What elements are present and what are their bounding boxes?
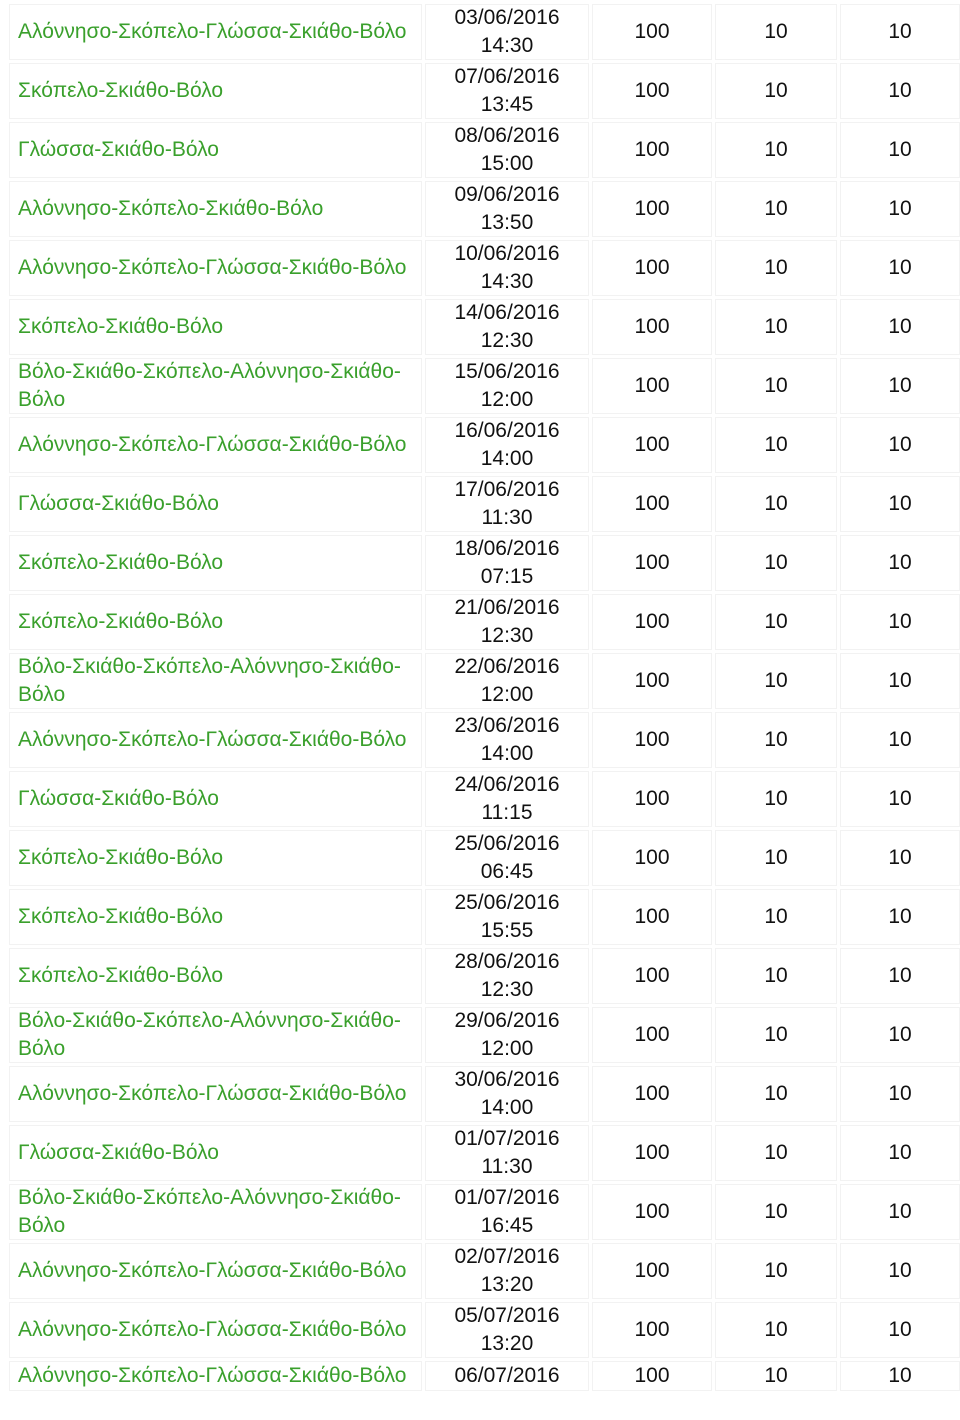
date-text: 16/06/2016 [454, 419, 560, 442]
route-cell: Σκόπελο-Σκιάθο-Βόλο [9, 299, 422, 355]
table-row [9, 358, 960, 414]
table-row [9, 830, 960, 886]
time-text: 13:50 [480, 211, 534, 234]
value-cell-2: 10 [715, 122, 837, 178]
schedule-table [6, 1, 960, 1394]
value-cell-2: 10 [715, 535, 837, 591]
value-cell-1: 100 [592, 535, 712, 591]
value-cell-1: 100 [592, 4, 712, 60]
value-cell-3: 10 [840, 1243, 960, 1299]
value-cell-2: 10 [715, 1007, 837, 1063]
table-row [9, 122, 960, 178]
schedule-table-body [9, 4, 960, 1391]
value-cell-3: 10 [840, 1302, 960, 1358]
date-text: 21/06/2016 [454, 596, 560, 619]
table-row [9, 1184, 960, 1240]
table-row [9, 476, 960, 532]
datetime-cell [425, 122, 589, 178]
value-cell-1: 100 [592, 63, 712, 119]
value-cell-2: 10 [715, 4, 837, 60]
table-row [9, 1361, 960, 1391]
value-cell-3: 10 [840, 1066, 960, 1122]
value-cell-2: 10 [715, 771, 837, 827]
datetime-cell [425, 535, 589, 591]
value-cell-1: 100 [592, 1184, 712, 1240]
value-cell-3: 10 [840, 476, 960, 532]
time-text: 13:20 [480, 1273, 534, 1296]
value-cell-3: 10 [840, 653, 960, 709]
time-text: 15:00 [480, 152, 534, 175]
time-text: 12:00 [480, 683, 534, 706]
date-text: 23/06/2016 [454, 714, 560, 737]
time-text: 14:00 [480, 742, 534, 765]
date-text: 25/06/2016 [454, 832, 560, 855]
table-row [9, 1066, 960, 1122]
value-cell-1: 100 [592, 122, 712, 178]
value-cell-3: 10 [840, 240, 960, 296]
datetime-cell [425, 1125, 589, 1181]
value-cell-2: 10 [715, 417, 837, 473]
table-row [9, 181, 960, 237]
route-cell: Βόλο-Σκιάθο-Σκόπελο-Αλόννησο-Σκιάθο-Βόλο [9, 358, 422, 414]
value-cell-2: 10 [715, 240, 837, 296]
date-text: 24/06/2016 [454, 773, 560, 796]
value-cell-3: 10 [840, 1361, 960, 1391]
route-cell: Αλόννησο-Σκόπελο-Σκιάθο-Βόλο [9, 181, 422, 237]
value-cell-3: 10 [840, 1125, 960, 1181]
value-cell-1: 100 [592, 889, 712, 945]
datetime-cell [425, 358, 589, 414]
time-text: 12:00 [480, 388, 534, 411]
value-cell-2: 10 [715, 299, 837, 355]
value-cell-1: 100 [592, 948, 712, 1004]
date-text: 08/06/2016 [454, 124, 560, 147]
value-cell-1: 100 [592, 1125, 712, 1181]
table-row [9, 889, 960, 945]
table-row [9, 712, 960, 768]
table-row [9, 535, 960, 591]
date-text: 17/06/2016 [454, 478, 560, 501]
date-text: 28/06/2016 [454, 950, 560, 973]
value-cell-2: 10 [715, 653, 837, 709]
date-text: 30/06/2016 [454, 1068, 560, 1091]
value-cell-1: 100 [592, 1066, 712, 1122]
route-cell: Σκόπελο-Σκιάθο-Βόλο [9, 63, 422, 119]
time-text: 14:30 [480, 270, 534, 293]
datetime-cell [425, 948, 589, 1004]
value-cell-1: 100 [592, 1007, 712, 1063]
route-cell: Γλώσσα-Σκιάθο-Βόλο [9, 771, 422, 827]
route-cell: Αλόννησο-Σκόπελο-Γλώσσα-Σκιάθο-Βόλο [9, 1243, 422, 1299]
value-cell-2: 10 [715, 1302, 837, 1358]
value-cell-3: 10 [840, 535, 960, 591]
value-cell-2: 10 [715, 476, 837, 532]
route-cell: Σκόπελο-Σκιάθο-Βόλο [9, 889, 422, 945]
table-row [9, 948, 960, 1004]
value-cell-1: 100 [592, 358, 712, 414]
date-text: 18/06/2016 [454, 537, 560, 560]
date-text: 03/06/2016 [454, 6, 560, 29]
value-cell-2: 10 [715, 1361, 837, 1391]
route-cell: Βόλο-Σκιάθο-Σκόπελο-Αλόννησο-Σκιάθο-Βόλο [9, 1184, 422, 1240]
value-cell-2: 10 [715, 1066, 837, 1122]
table-row [9, 63, 960, 119]
date-text: 01/07/2016 [454, 1127, 560, 1150]
value-cell-1: 100 [592, 1361, 712, 1391]
value-cell-2: 10 [715, 948, 837, 1004]
value-cell-3: 10 [840, 948, 960, 1004]
time-text: 11:15 [481, 801, 533, 824]
datetime-cell [425, 181, 589, 237]
value-cell-3: 10 [840, 417, 960, 473]
table-row [9, 1125, 960, 1181]
date-text: 07/06/2016 [454, 65, 560, 88]
date-text: 02/07/2016 [454, 1245, 560, 1268]
datetime-cell [425, 1243, 589, 1299]
table-row [9, 417, 960, 473]
table-row [9, 1243, 960, 1299]
route-cell: Γλώσσα-Σκιάθο-Βόλο [9, 1125, 422, 1181]
value-cell-3: 10 [840, 63, 960, 119]
datetime-cell [425, 889, 589, 945]
value-cell-1: 100 [592, 653, 712, 709]
datetime-cell [425, 476, 589, 532]
time-text: 12:30 [480, 978, 534, 1001]
value-cell-3: 10 [840, 712, 960, 768]
value-cell-2: 10 [715, 712, 837, 768]
time-text: 12:30 [480, 329, 534, 352]
time-text: 12:00 [480, 1037, 534, 1060]
value-cell-1: 100 [592, 240, 712, 296]
value-cell-3: 10 [840, 594, 960, 650]
value-cell-3: 10 [840, 4, 960, 60]
time-text: 11:30 [481, 1155, 533, 1178]
datetime-cell [425, 1184, 589, 1240]
datetime-cell [425, 299, 589, 355]
route-cell: Αλόννησο-Σκόπελο-Γλώσσα-Σκιάθο-Βόλο [9, 4, 422, 60]
value-cell-3: 10 [840, 771, 960, 827]
value-cell-3: 10 [840, 1184, 960, 1240]
value-cell-2: 10 [715, 830, 837, 886]
route-cell: Σκόπελο-Σκιάθο-Βόλο [9, 535, 422, 591]
date-text: 15/06/2016 [454, 360, 560, 383]
value-cell-3: 10 [840, 1007, 960, 1063]
datetime-cell [425, 63, 589, 119]
value-cell-2: 10 [715, 181, 837, 237]
time-text: 14:00 [480, 1096, 534, 1119]
value-cell-3: 10 [840, 358, 960, 414]
table-row [9, 771, 960, 827]
datetime-cell [425, 830, 589, 886]
route-cell: Αλόννησο-Σκόπελο-Γλώσσα-Σκιάθο-Βόλο [9, 712, 422, 768]
date-text: 22/06/2016 [454, 655, 560, 678]
datetime-cell [425, 1302, 589, 1358]
date-text: 09/06/2016 [454, 183, 560, 206]
route-cell: Βόλο-Σκιάθο-Σκόπελο-Αλόννησο-Σκιάθο-Βόλο [9, 1007, 422, 1063]
time-text: 14:00 [480, 447, 534, 470]
route-cell: Γλώσσα-Σκιάθο-Βόλο [9, 476, 422, 532]
time-text: 14:30 [480, 34, 534, 57]
value-cell-1: 100 [592, 712, 712, 768]
table-row [9, 1007, 960, 1063]
value-cell-2: 10 [715, 594, 837, 650]
route-cell: Βόλο-Σκιάθο-Σκόπελο-Αλόννησο-Σκιάθο-Βόλο [9, 653, 422, 709]
time-text: 06:45 [480, 860, 534, 883]
value-cell-1: 100 [592, 1243, 712, 1299]
value-cell-2: 10 [715, 889, 837, 945]
time-text: 13:20 [480, 1332, 534, 1355]
value-cell-3: 10 [840, 889, 960, 945]
value-cell-3: 10 [840, 299, 960, 355]
date-text: 25/06/2016 [454, 891, 560, 914]
route-cell: Σκόπελο-Σκιάθο-Βόλο [9, 594, 422, 650]
date-text: 05/07/2016 [454, 1304, 560, 1327]
value-cell-2: 10 [715, 358, 837, 414]
route-cell: Αλόννησο-Σκόπελο-Γλώσσα-Σκιάθο-Βόλο [9, 1066, 422, 1122]
value-cell-1: 100 [592, 299, 712, 355]
table-row [9, 1302, 960, 1358]
value-cell-3: 10 [840, 122, 960, 178]
datetime-cell [425, 240, 589, 296]
datetime-cell [425, 594, 589, 650]
date-text: 06/07/2016 [454, 1364, 560, 1387]
value-cell-1: 100 [592, 594, 712, 650]
value-cell-1: 100 [592, 181, 712, 237]
value-cell-1: 100 [592, 771, 712, 827]
time-text: 13:45 [480, 93, 534, 116]
date-text: 01/07/2016 [454, 1186, 560, 1209]
datetime-cell [425, 417, 589, 473]
table-row [9, 594, 960, 650]
date-text: 10/06/2016 [454, 242, 560, 265]
date-text: 29/06/2016 [454, 1009, 560, 1032]
datetime-cell [425, 4, 589, 60]
value-cell-1: 100 [592, 476, 712, 532]
datetime-cell [425, 771, 589, 827]
table-row [9, 653, 960, 709]
time-text: 16:45 [480, 1214, 534, 1237]
time-text: 07:15 [480, 565, 534, 588]
route-cell: Σκόπελο-Σκιάθο-Βόλο [9, 948, 422, 1004]
time-text: 11:30 [481, 506, 533, 529]
value-cell-3: 10 [840, 181, 960, 237]
value-cell-2: 10 [715, 63, 837, 119]
value-cell-1: 100 [592, 830, 712, 886]
datetime-cell [425, 1066, 589, 1122]
table-row [9, 240, 960, 296]
value-cell-3: 10 [840, 830, 960, 886]
date-text: 14/06/2016 [454, 301, 560, 324]
table-row [9, 4, 960, 60]
route-cell: Σκόπελο-Σκιάθο-Βόλο [9, 830, 422, 886]
route-cell: Αλόννησο-Σκόπελο-Γλώσσα-Σκιάθο-Βόλο [9, 417, 422, 473]
datetime-cell [425, 1361, 589, 1391]
value-cell-2: 10 [715, 1125, 837, 1181]
datetime-cell [425, 1007, 589, 1063]
datetime-cell [425, 712, 589, 768]
value-cell-2: 10 [715, 1243, 837, 1299]
value-cell-1: 100 [592, 1302, 712, 1358]
datetime-cell [425, 653, 589, 709]
route-cell: Αλόννησο-Σκόπελο-Γλώσσα-Σκιάθο-Βόλο [9, 1302, 422, 1358]
table-row [9, 299, 960, 355]
time-text: 12:30 [480, 624, 534, 647]
route-cell: Αλόννησο-Σκόπελο-Γλώσσα-Σκιάθο-Βόλο [9, 1361, 422, 1391]
route-cell: Γλώσσα-Σκιάθο-Βόλο [9, 122, 422, 178]
value-cell-1: 100 [592, 417, 712, 473]
time-text: 15:55 [480, 919, 534, 942]
route-cell: Αλόννησο-Σκόπελο-Γλώσσα-Σκιάθο-Βόλο [9, 240, 422, 296]
value-cell-2: 10 [715, 1184, 837, 1240]
